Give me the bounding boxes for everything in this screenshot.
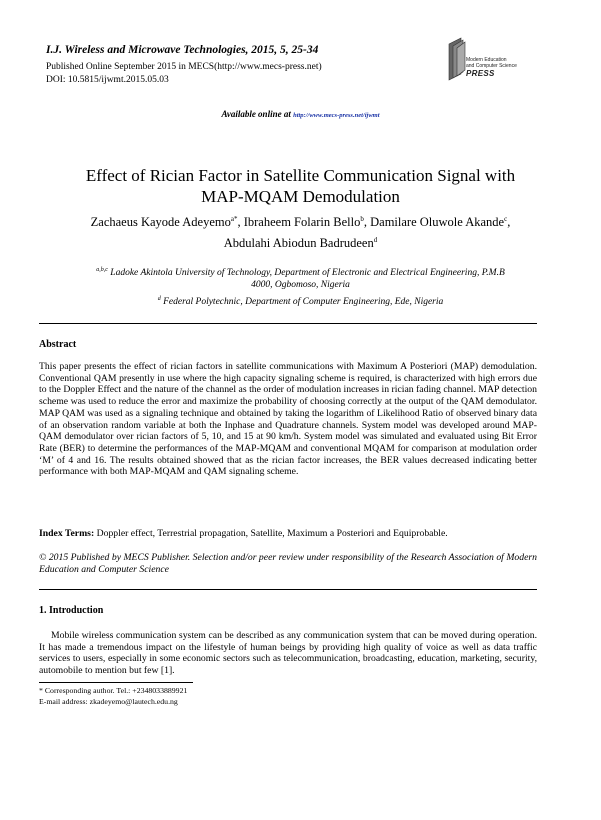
- author-mark: d: [373, 236, 378, 245]
- logo-line-1: Modern Education: [466, 57, 507, 63]
- available-online: [0, 109, 601, 119]
- affiliation-mark: d: [157, 296, 161, 302]
- index-terms-label: Index Terms:: [39, 528, 95, 539]
- footnote-divider: [39, 682, 193, 683]
- authors-line-2: [20, 231, 581, 252]
- author-mark: c: [504, 215, 508, 223]
- footnote-corresponding-author: * Corresponding author. Tel.: +2348033889921: [39, 686, 188, 695]
- affiliation-mark: a,b,c: [96, 267, 108, 273]
- affiliation-d: $^d$ Federal Polytechnic, Department of Computer Engineering, Ede, Nigeria: [157, 296, 444, 308]
- abstract-heading: Abstract: [39, 339, 77, 350]
- author-mark: b: [360, 215, 364, 223]
- divider: [39, 589, 537, 590]
- abstract-body: This paper presents the effect of rician factors in satellite communications with Maximum A Posteriori (MAP) demodulation. Conventional QAM presently in use where the high capacity signaling scheme is required, is characterized with high errors due to the Doppler Effect and the nature of the channel as the order of modulation increases in rician fading channel. MAP detection scheme was used to reduce the error and maximize the probability of choosing correctly at the output of the QAM demodulator. MAP QAM was used as a signaling technique and obtained by taking the logarithm of Likelihood Ratio of observed binary data of an observation random variable at both the Inphase and Quadrature channels. System model was developed around MAP-QAM demodulator over rician factors of 5, 10, and 15 at 90 km/h. System model was simulated and evaluated using Bit Error Rate (BER) to determine the performances of the MAP-MQAM and conventional MQAM for comparison at modulation order ‘M’ of 4 and 16. The results obtained showed that as the rician factor increases, the BER values decreased indicating better performance with both MAP-MQAM and QAM signaling scheme.: [39, 361, 537, 478]
- author-mark: a*: [230, 215, 238, 223]
- paper-title: [20, 165, 581, 207]
- journal-url-link[interactable]: http://www.mecs-press.net/ijwmt: [293, 112, 380, 119]
- index-terms: [39, 528, 537, 540]
- divider: [39, 323, 537, 324]
- available-label: Available online at: [221, 109, 291, 119]
- footnote-email: E-mail address: zkadeyemo@lautech.edu.ng: [39, 697, 178, 706]
- authors-line-1: Zachaeus Kayode Adeyemo$^{a*}$, Ibraheem Folarin Bello$^b$, Damilare Oluwole Akande$^c$,: [90, 215, 511, 230]
- title-line-1: Effect of Rician Factor in Satellite Communication Signal with: [85, 166, 516, 185]
- title-line-2: MAP-MQAM Demodulation: [201, 187, 400, 206]
- author-name: Zachaeus Kayode Adeyemo: [90, 215, 231, 230]
- index-terms-text: Doppler effect, Terrestrial propagation, Satellite, Maximum a Posteriori and Equiprobable.: [94, 528, 448, 539]
- copyright-notice: © 2015 Published by MECS Publisher. Selection and/or peer review under responsibility of the Research Association of Modern Education and Computer Science: [39, 552, 537, 575]
- published-online-line: Published Online September 2015 in MECS(http://www.mecs-press.net): [46, 62, 322, 72]
- affiliation-abc: $^{a,b,c}$ Ladoke Akintola University of Technology, Department of Electronic and Electrical Engineering, P.M.B 4000, Ogbomoso, Nigeria: [96, 267, 505, 291]
- introduction-heading: 1. Introduction: [39, 605, 104, 616]
- author-name: Abdulahi Abiodun Badrudeen: [223, 236, 374, 251]
- author-name: Ibraheem Folarin Bello: [243, 215, 361, 230]
- author-list: [20, 210, 581, 252]
- logo-line-2: and Computer Science: [466, 63, 517, 69]
- logo-line-3: PRESS: [466, 69, 495, 78]
- journal-title: I.J. Wireless and Microwave Technologies, 2015, 5, 25-34: [46, 44, 319, 56]
- introduction-body: Mobile wireless communication system can be described as any communication system that can be moved during operation. It has made a tremendous impact on the lifestyle of human beings by providing high quality of voice as well as data traffic services to users, especially in some economic sectors such as telecommunication, broadcasting, education, marketing, security, automobile to mention but few [1].: [39, 630, 537, 677]
- doi-line: DOI: 10.5815/ijwmt.2015.05.03: [46, 75, 169, 85]
- author-name: Damilare Oluwole Akande: [370, 215, 505, 230]
